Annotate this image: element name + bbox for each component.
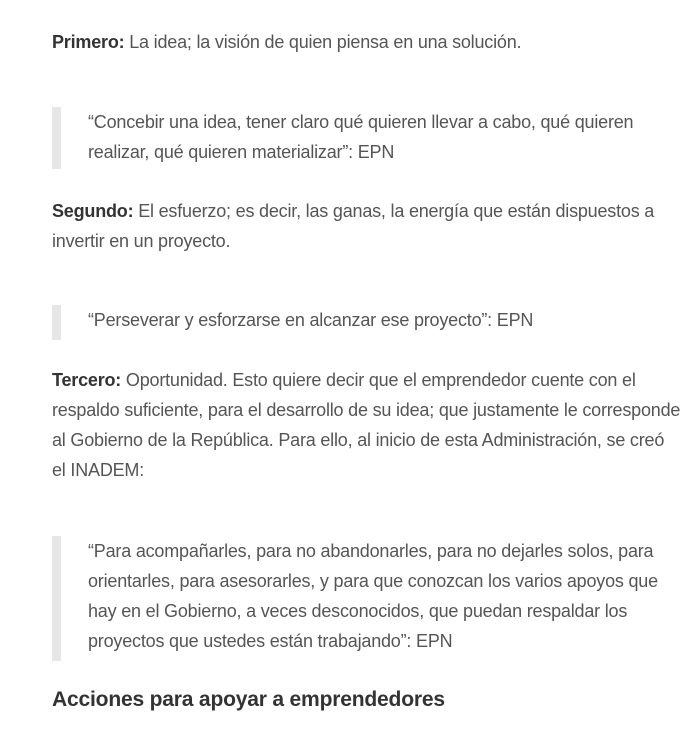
section-heading: Acciones para apoyar a emprendedores xyxy=(52,688,445,711)
blockquote-perseverar xyxy=(52,305,682,340)
blockquote-bar xyxy=(52,107,61,169)
paragraph-label: Primero: xyxy=(52,32,125,52)
blockquote-bar xyxy=(52,536,61,661)
paragraph-text: La idea; la visión de quien piensa en una solución. xyxy=(124,32,522,52)
paragraph-text: Oportunidad. Esto quiere decir que el emprendedor cuente con el respaldo suficiente, para el desarrollo de su idea; que justamente le corresponde al Gobierno de la República. Para ello, al inicio de esta Administración, se creó el INADEM: xyxy=(52,370,681,480)
blockquote-text: “Para acompañarles, para no abandonarles, para no dejarles solos, para orientarles, para asesorarles, y para que conozcan los varios apoyos que hay en el Gobierno, a veces desconocidos, que puedan respaldar los proyectos que ustedes están trabajando”: EPN xyxy=(88,541,658,651)
paragraph-primero xyxy=(52,27,682,57)
blockquote-text: “Perseverar y esforzarse en alcanzar ese proyecto”: EPN xyxy=(88,310,534,330)
paragraph-tercero xyxy=(52,365,682,485)
blockquote-concebir xyxy=(52,107,682,169)
paragraph-segundo xyxy=(52,196,682,256)
blockquote-bar xyxy=(52,305,61,340)
blockquote-text: “Concebir una idea, tener claro qué quieren llevar a cabo, qué quieren realizar, qué quieren materializar”: EPN xyxy=(88,112,634,162)
blockquote-inadem xyxy=(52,536,682,661)
paragraph-text: El esfuerzo; es decir, las ganas, la energía que están dispuestos a invertir en un proyecto. xyxy=(52,201,655,251)
paragraph-label: Segundo: xyxy=(52,201,134,221)
paragraph-label: Tercero: xyxy=(52,370,122,390)
